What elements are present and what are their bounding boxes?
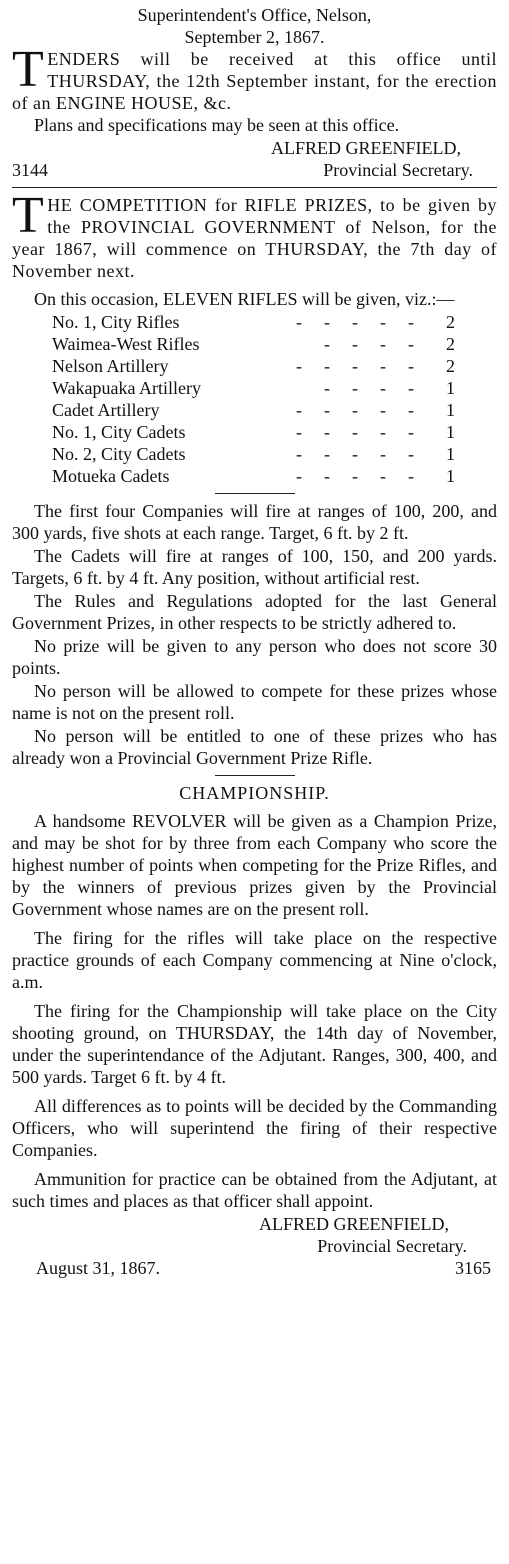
championship-paragraph: The firing for the rifles will take place on the respective practice grounds of each Company commencing at Nine o'clock, a.m. — [12, 928, 497, 992]
list-item: No. 1, City Cadets ----- 1 — [52, 422, 455, 442]
championship-paragraph: A handsome REVOLVER will be given as a Champion Prize, and may be shot for by three from each Company who score the highest number of points when competing for the Prize Rifles, and by the winners of previous prizes given by the Provincial Government whose names are on the present roll. — [12, 811, 497, 919]
rule-paragraph: The Rules and Regulations adopted for the last General Government Prizes, in other respects to be strictly adhered to. — [12, 591, 497, 633]
championship-heading: CHAMPIONSHIP. — [179, 783, 330, 803]
championship-paragraph: All differences as to points will be decided by the Commanding Officers, who will superintend the firing of their respective Companies. — [12, 1096, 497, 1160]
signatory-title: Provincial Secretary. — [317, 1236, 467, 1256]
plans-paragraph: Plans and specifications may be seen at this office. — [34, 115, 400, 135]
list-item: No. 2, City Cadets ----- 1 — [52, 444, 455, 464]
notice-date: August 31, 1867. — [36, 1258, 161, 1278]
championship-paragraph: Ammunition for practice can be obtained from the Adjutant, at such times and places as that officer shall appoint. — [12, 1169, 497, 1211]
occasion-paragraph: On this occasion, ELEVEN RIFLES will be given, viz.:— — [34, 289, 455, 309]
dropcap-letter: T — [12, 187, 45, 244]
notice-engine-house — [12, 4, 497, 181]
signatory-title: Provincial Secretary. — [323, 160, 473, 180]
championship-paragraph: The firing for the Championship will take place on the City shooting ground, on THURSDAY, the 14th day of November, under the superintendance of the Adjutant. Ranges, 300, 400, and 500 yards. Target 6 ft. by 4 ft. — [12, 1001, 497, 1087]
rifle-allocation-list — [52, 311, 497, 487]
dropcap-letter: T — [12, 41, 45, 98]
tender-paragraph — [12, 41, 497, 114]
signatory-name: ALFRED GREENFIELD, — [271, 138, 461, 158]
list-item: Wakapuaka Artillery ---- 1 — [52, 378, 455, 398]
intro-paragraph — [12, 187, 497, 282]
rule-paragraph: The first four Companies will fire at ranges of 100, 200, and 300 yards, five shots at each range. Target, 6 ft. by 2 ft. — [12, 501, 497, 543]
signatory-name: ALFRED GREENFIELD, — [259, 1214, 449, 1234]
ref-number: 3144 — [12, 160, 48, 180]
office-line-1: Superintendent's Office, Nelson, — [137, 5, 372, 25]
date-row — [12, 1257, 497, 1279]
tender-text: ENDERS will be received at this office until THURSDAY, the 12th September instant, for the erection of an ENGINE HOUSE, &c. — [12, 49, 497, 113]
list-item: Motueka Cadets ----- 1 — [52, 466, 455, 486]
office-line-2: September 2, 1867. — [184, 27, 325, 47]
list-item: Waimea-West Rifles ---- 2 — [52, 334, 455, 354]
list-item: Cadet Artillery ----- 1 — [52, 400, 455, 420]
short-rule — [215, 493, 295, 494]
intro-text: HE COMPETITION for RIFLE PRIZES, to be given by the PROVINCIAL GOVERNMENT of Nelson, for the year 1867, will commence on THURSDAY, the 7th day of November next. — [12, 195, 497, 281]
list-item: No. 1, City Rifles ----- 2 — [52, 312, 455, 332]
list-item: Nelson Artillery ----- 2 — [52, 356, 455, 376]
rule-paragraph: No person will be entitled to one of these prizes who has already won a Provincial Government Prize Rifle. — [12, 726, 497, 768]
signature-row — [12, 159, 497, 181]
notice-rifle-prizes — [12, 187, 497, 1279]
rule-paragraph: No person will be allowed to compete for these prizes whose name is not on the present roll. — [12, 681, 497, 723]
rule-paragraph: No prize will be given to any person who does not score 30 points. — [12, 636, 497, 678]
short-rule — [215, 775, 295, 776]
separator-rule — [12, 187, 497, 188]
rule-paragraph: The Cadets will fire at ranges of 100, 150, and 200 yards. Targets, 6 ft. by 4 ft. Any position, without artificial rest. — [12, 546, 497, 588]
ref-number: 3165 — [455, 1258, 491, 1278]
